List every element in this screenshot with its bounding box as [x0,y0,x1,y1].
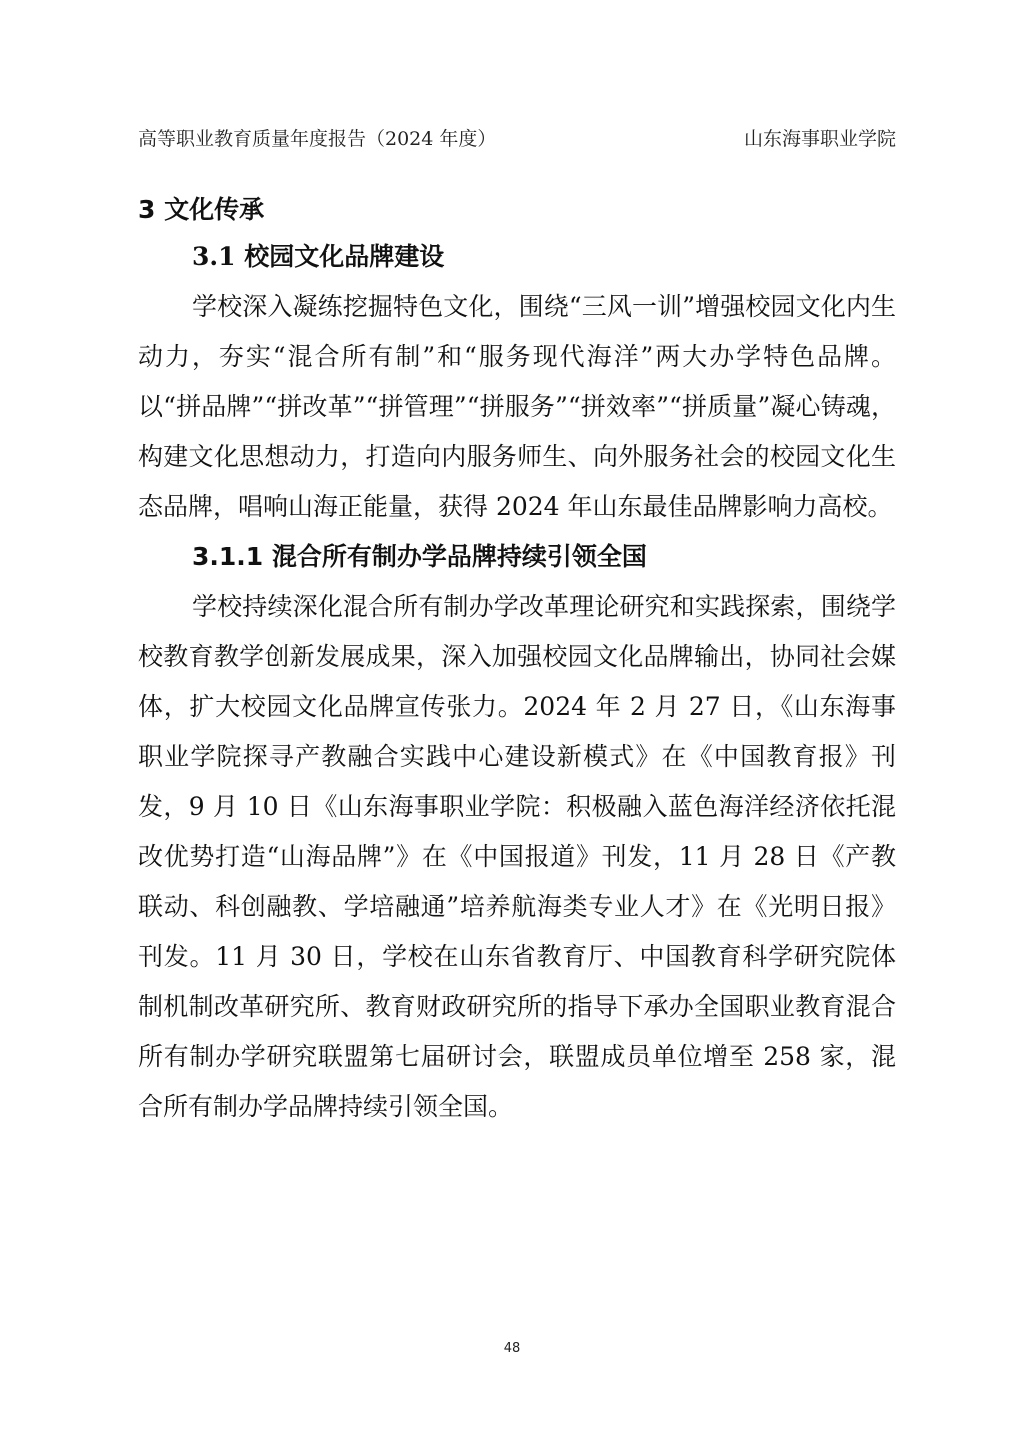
page-header [138,122,896,152]
header-divider [138,158,896,159]
subsection-heading: 3.1 校园文化品牌建设 [192,242,445,271]
institution-name: 山东海事职业学院 [743,127,896,150]
section-heading: 3 文化传承 [138,195,265,224]
subsection-paragraph: 学校深入凝练挖掘特色文化，围绕“三风一训”增强校园文化内生动力，夯实“混合所有制”和“服务现代海洋”两大办学特色品牌。以“拼品牌”“拼改革”“拼管理”“拼服务”“拼效率”“拼质量”凝心铸魂，构建文化思想动力，打造向内服务师生、向外服务社会的校园文化生态品牌，唱响山海正能量，获得 2024 年山东最佳品牌影响力高校。 [138,292,896,521]
page-number: 48 [503,1341,521,1356]
subsubsection-heading: 3.1.1 混合所有制办学品牌持续引领全国 [192,542,647,571]
page-body [138,188,896,1132]
report-title: 高等职业教育质量年度报告（2024 年度） [138,127,497,150]
subsubsection-paragraph: 学校持续深化混合所有制办学改革理论研究和实践探索，围绕学校教育教学创新发展成果，深入加强校园文化品牌输出，协同社会媒体，扩大校园文化品牌宣传张力。2024 年 2 月 27 日，《山东海事职业学院探寻产教融合实践中心建设新模式》在《中国教育报》刊发，9 月 10 日《山东海事职业学院：积极融入蓝色海洋经济依托混改优势打造“山海品牌”》在《中国报道》刊发，11 月 28 日《产教联动、科创融教、学培融通”培养航海类专业人才》在《光明日报》刊发。11 月 30 日，学校在山东省教育厅、中国教育科学研究院体制机制改革研究所、教育财政研究所的指导下承办全国职业教育混合所有制办学研究联盟第七届研讨会，联盟成员单位增至 258 家，混合所有制办学品牌持续引领全国。 [138,592,896,1121]
